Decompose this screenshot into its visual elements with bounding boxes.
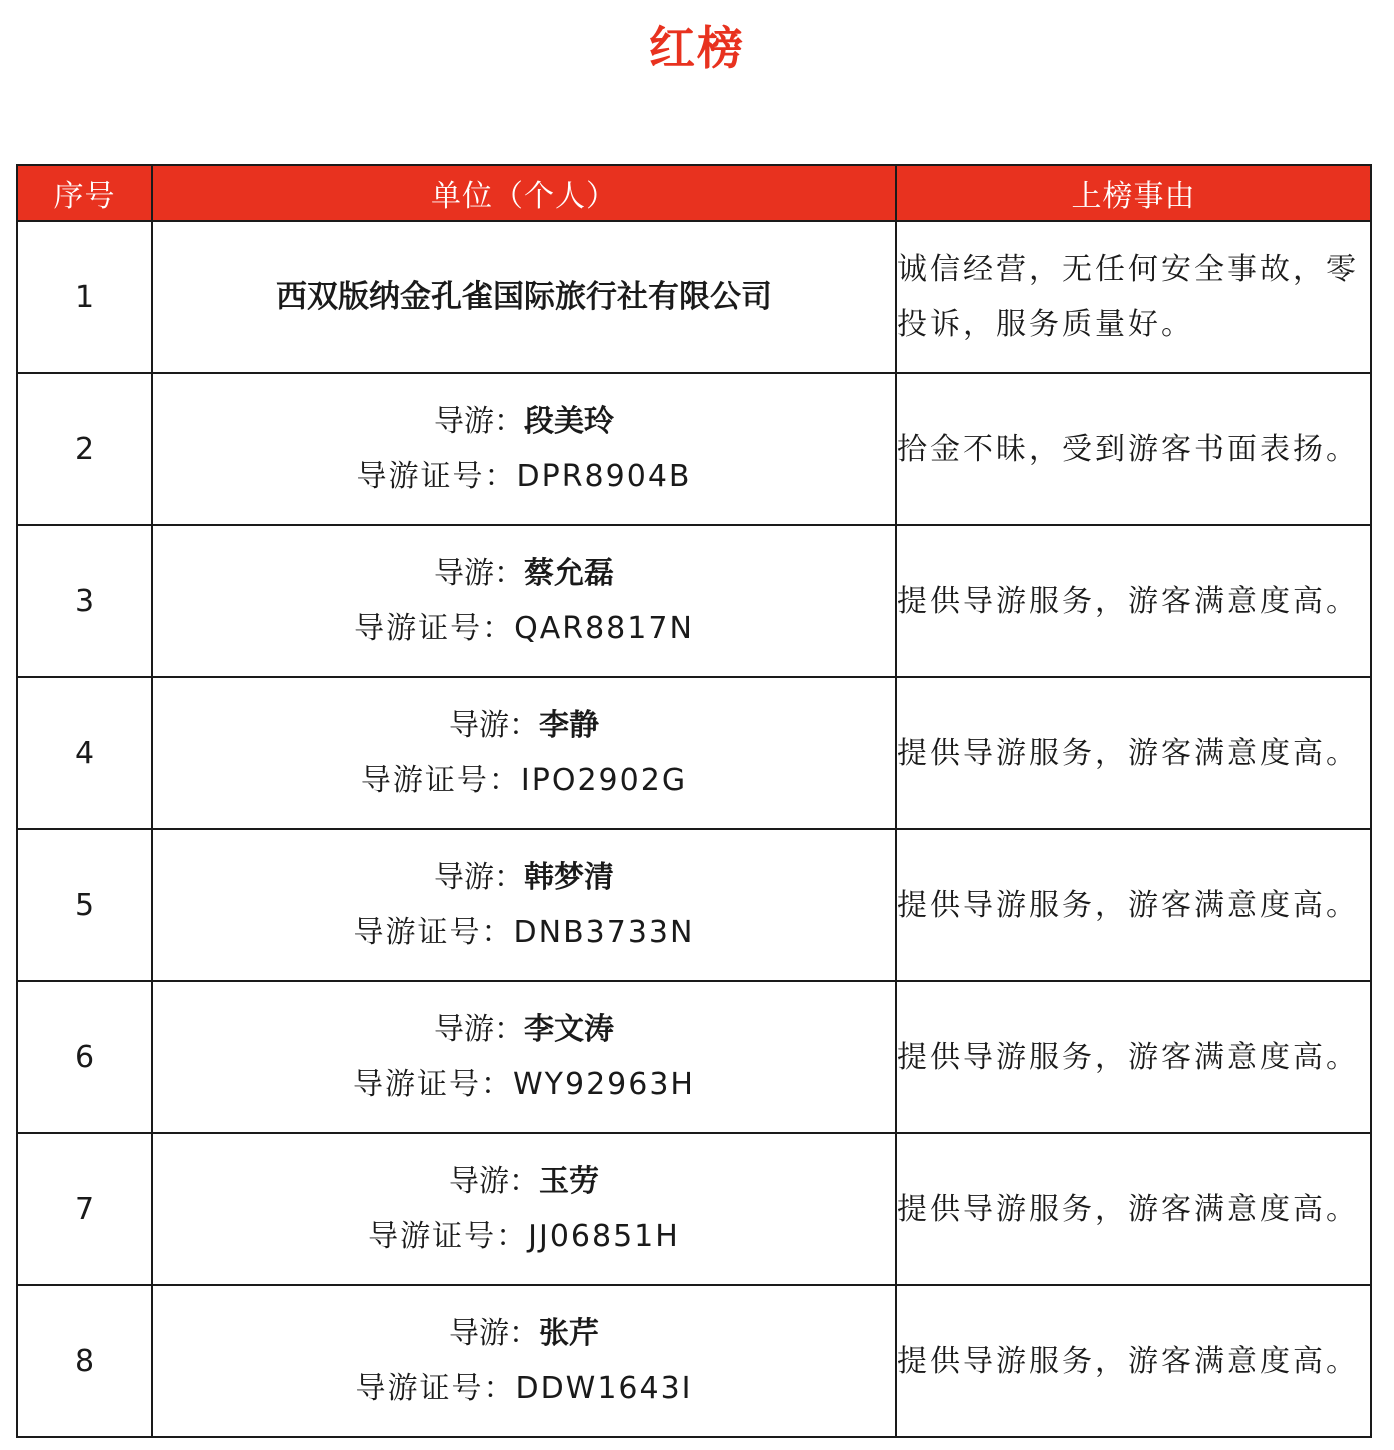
table-row-guide xyxy=(17,373,1371,525)
row-index: 6 xyxy=(17,981,152,1133)
row-index: 8 xyxy=(17,1285,152,1437)
company-name: 西双版纳金孔雀国际旅行社有限公司 xyxy=(276,278,772,315)
license-number: IPO2902G xyxy=(520,763,688,798)
row-index: 1 xyxy=(17,221,152,373)
guide-name: 玉劳 xyxy=(539,1164,599,1199)
table-row-guide xyxy=(17,981,1371,1133)
license-label: 导游证号： xyxy=(368,1219,529,1254)
license-number: JJ06851H xyxy=(528,1219,680,1254)
row-index: 7 xyxy=(17,1133,152,1285)
guide-line xyxy=(153,1154,895,1209)
reason-cell: 诚信经营，无任何安全事故，零投诉，服务质量好。 xyxy=(896,221,1371,373)
guide-label: 导游： xyxy=(449,708,539,743)
license-line xyxy=(153,1057,895,1112)
guide-cell xyxy=(152,1285,896,1437)
table-header-row xyxy=(17,165,1371,221)
guide-cell xyxy=(152,829,896,981)
header-reason: 上榜事由 xyxy=(896,165,1371,221)
row-index: 2 xyxy=(17,373,152,525)
guide-line xyxy=(153,1306,895,1361)
guide-name: 李文涛 xyxy=(524,1012,614,1047)
table-row-guide xyxy=(17,1285,1371,1437)
license-line xyxy=(153,449,895,504)
guide-line xyxy=(153,1002,895,1057)
guide-cell xyxy=(152,981,896,1133)
license-label: 导游证号： xyxy=(353,915,514,950)
license-line xyxy=(153,601,895,656)
guide-name: 张芹 xyxy=(539,1316,599,1351)
reason-cell: 拾金不昧，受到游客书面表扬。 xyxy=(896,373,1371,525)
license-number: DNB3733N xyxy=(513,915,695,950)
honor-table xyxy=(16,164,1372,1438)
row-index: 4 xyxy=(17,677,152,829)
table-row-guide xyxy=(17,677,1371,829)
license-line xyxy=(153,905,895,960)
guide-cell xyxy=(152,525,896,677)
license-line xyxy=(153,1209,895,1264)
license-number: WY92963H xyxy=(513,1067,695,1102)
license-number: QAR8817N xyxy=(514,611,694,646)
license-line xyxy=(153,753,895,808)
license-label: 导游证号： xyxy=(356,459,517,494)
table-row-guide xyxy=(17,829,1371,981)
reason-cell: 提供导游服务，游客满意度高。 xyxy=(896,829,1371,981)
license-label: 导游证号： xyxy=(355,1371,516,1406)
guide-label: 导游： xyxy=(434,860,524,895)
row-index: 5 xyxy=(17,829,152,981)
table-row-guide xyxy=(17,525,1371,677)
guide-cell xyxy=(152,1133,896,1285)
table-row-company xyxy=(17,221,1371,373)
guide-line xyxy=(153,394,895,449)
guide-name: 韩梦清 xyxy=(524,860,614,895)
guide-line xyxy=(153,850,895,905)
header-unit: 单位（个人） xyxy=(152,165,896,221)
guide-line xyxy=(153,546,895,601)
guide-label: 导游： xyxy=(434,556,524,591)
guide-label: 导游： xyxy=(449,1316,539,1351)
guide-cell xyxy=(152,677,896,829)
header-index: 序号 xyxy=(17,165,152,221)
license-label: 导游证号： xyxy=(360,763,521,798)
guide-label: 导游： xyxy=(449,1164,539,1199)
reason-cell: 提供导游服务，游客满意度高。 xyxy=(896,677,1371,829)
guide-line xyxy=(153,698,895,753)
guide-name: 段美玲 xyxy=(524,404,614,439)
guide-label: 导游： xyxy=(434,1012,524,1047)
license-label: 导游证号： xyxy=(353,1067,513,1102)
guide-label: 导游： xyxy=(434,404,524,439)
license-line xyxy=(153,1361,895,1416)
reason-cell: 提供导游服务，游客满意度高。 xyxy=(896,525,1371,677)
table-row-guide xyxy=(17,1133,1371,1285)
guide-name: 蔡允磊 xyxy=(524,556,614,591)
reason-cell: 提供导游服务，游客满意度高。 xyxy=(896,981,1371,1133)
company-cell xyxy=(152,221,896,373)
license-number: DDW1643I xyxy=(515,1371,693,1406)
license-label: 导游证号： xyxy=(354,611,515,646)
license-number: DPR8904B xyxy=(516,459,692,494)
guide-name: 李静 xyxy=(539,708,599,743)
page-title: 红榜 xyxy=(649,21,745,75)
row-index: 3 xyxy=(17,525,152,677)
reason-cell: 提供导游服务，游客满意度高。 xyxy=(896,1285,1371,1437)
reason-cell: 提供导游服务，游客满意度高。 xyxy=(896,1133,1371,1285)
guide-cell xyxy=(152,373,896,525)
